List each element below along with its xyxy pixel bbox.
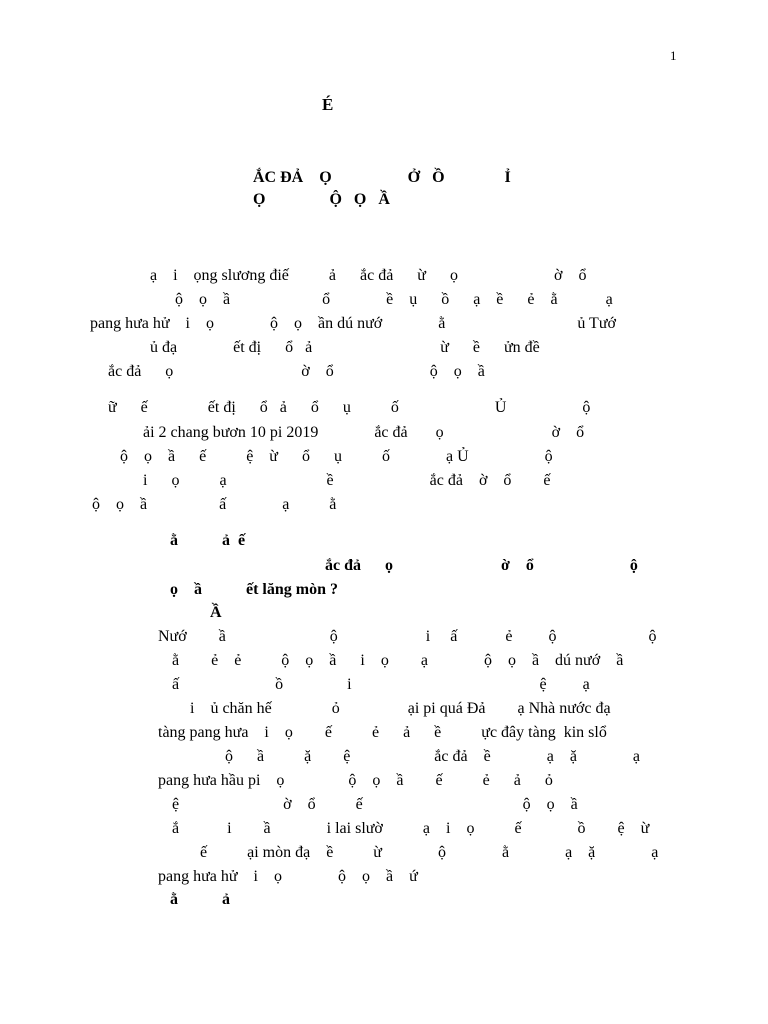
question-line: ọ ầ ết lăng mòn ? (170, 581, 338, 598)
paragraph-line: ắ i ầ i lai slườ ạ i ọ ế ồ ệ ừ (172, 820, 650, 837)
paragraph-line: ệ ờ ổ ế ộ ọ ầ (172, 796, 578, 813)
document-heading: É (322, 95, 334, 114)
paragraph-line: ộ ọ ầ ế ệ ừ ổ ụ ố ạ Ủ ộ (120, 448, 553, 465)
paragraph-line: pang hưa hử i ọ ộ ọ ần dú nướ ằ ủ Tướ (90, 315, 616, 332)
paragraph-line: ộ ọ ầ ấ ạ ằ (92, 496, 337, 513)
answer-label: Ầ (210, 604, 222, 621)
paragraph-line: ắc đả ọ ờ ổ ộ ọ ầ (108, 363, 485, 380)
closing-line: ằ ả (170, 891, 230, 908)
paragraph-line: ải 2 chang bươn 10 pi 2019 ắc đả ọ ờ ổ (143, 424, 585, 441)
paragraph-line: ộ ọ ầ ổ ề ụ ồ ạ ề ẻ ằ ạ (175, 291, 613, 308)
paragraph-line: ế ại mòn đạ ề ừ ộ ằ ạ ặ ạ (200, 844, 659, 861)
paragraph-line: ấ ồ i ệ ạ (172, 676, 590, 693)
paragraph-line: tàng pang hưa i ọ ế ẻ ả ề ực đây tàng kin slổ (158, 724, 607, 741)
paragraph-line: ữ ế ết đị ổ ả ổ ụ ố Ủ ộ (108, 399, 591, 416)
paragraph-line: pang hưa hử i ọ ộ ọ ầ ứ (158, 868, 418, 885)
paragraph-line: ạ i ọng slương điế ả ắc đả ừ ọ ờ ổ (150, 267, 587, 284)
paragraph-line: ằ ẻ ẻ ộ ọ ầ i ọ ạ ộ ọ ầ dú nướ ầ (172, 652, 624, 669)
paragraph-line: ộ ầ ặ ệ ắc đả ề ạ ặ ạ (225, 748, 641, 765)
paragraph-line: ủ đạ ết đị ổ ả ừ ề ửn đề (150, 339, 540, 356)
section-heading: ằ ả ế (170, 532, 246, 549)
paragraph-line: Nướ ầ ộ i ấ ẻ ộ ộ (158, 628, 657, 645)
title-line: Ọ Ộ Ọ Ầ (253, 191, 390, 208)
paragraph-line: i ọ ạ ề ắc đả ờ ổ ế (143, 472, 551, 489)
paragraph-line: i ủ chăn hế ỏ ại pi quá Đả ạ Nhà nước đạ (190, 700, 611, 717)
question-line: ắc đả ọ ờ ổ ộ (325, 557, 638, 574)
page-number: 1 (670, 48, 677, 63)
paragraph-line: pang hưa hầu pi ọ ộ ọ ầ ế ẻ ả ỏ (158, 772, 553, 789)
title-line: ẮC ĐẢ Ọ Ở Ồ Ỉ (253, 169, 511, 186)
